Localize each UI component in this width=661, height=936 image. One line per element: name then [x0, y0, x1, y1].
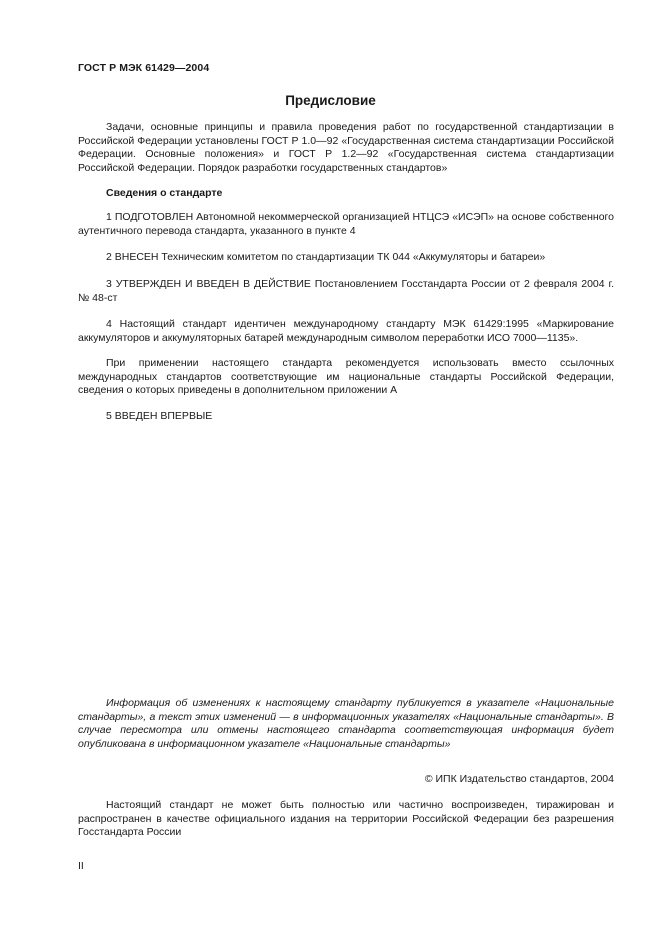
item-identical: 4 Настоящий стандарт идентичен международному стандарту МЭК 61429:1995 «Маркирование аккумуляторов и аккумуляторных батарей международным символом переработки ИСО 7000—1135». — [78, 318, 614, 344]
page-title: Предисловие — [285, 93, 376, 108]
page-number: II — [78, 860, 84, 872]
item-approved: 3 УТВЕРЖДЕН И ВВЕДЕН В ДЕЙСТВИЕ Постановлением Госстандарта России от 2 февраля 2004 г. № 48-ст — [78, 278, 614, 304]
item-first-introduced: 5 ВВЕДЕН ВПЕРВЫЕ — [106, 410, 213, 422]
change-info-notice: Информация об изменениях к настоящему стандарту публикуется в указателе «Национальные стандарты», а текст этих изменений — в информационных указателях «Национальные стандарты». В случае пересмотра или отмены настоящего стандарта соответствующая информация будет опубликована в информационном указателе «Национальные стандарты» — [78, 697, 614, 750]
item-prepared: 1 ПОДГОТОВЛЕН Автономной некоммерческой организацией НТЦСЭ «ИСЭП» на основе собственного аутентичного перевода стандарта, указанного в пункте 4 — [78, 211, 614, 237]
item-introduced: 2 ВНЕСЕН Техническим комитетом по стандартизации ТК 044 «Аккумуляторы и батареи» — [106, 251, 546, 263]
intro-paragraph: Задачи, основные принципы и правила проведения работ по государственной стандартизации в Российской Федерации установлены ГОСТ Р 1.0—92 «Государственная система стандартизации Российской Федерации. Основные положения» и ГОСТ Р 1.2—92 «Государственная система стандартизации Российской Федерации. Порядок разработки государственных стандартов» — [78, 121, 614, 174]
standard-code-header: ГОСТ Р МЭК 61429—2004 — [78, 62, 210, 74]
section-subheading: Сведения о стандарте — [106, 187, 223, 199]
copyright-line: © ИПК Издательство стандартов, 2004 — [424, 773, 614, 785]
application-note: При применении настоящего стандарта рекомендуется использовать вместо ссылочных международных стандартов соответствующие им национальные стандарты Российской Федерации, сведения о которых приведены в дополнительном приложении А — [78, 357, 614, 397]
reproduction-notice: Настоящий стандарт не может быть полностью или частично воспроизведен, тиражирован и распространен в качестве официального издания на территории Российской Федерации без разрешения Госстандарта России — [78, 799, 614, 839]
